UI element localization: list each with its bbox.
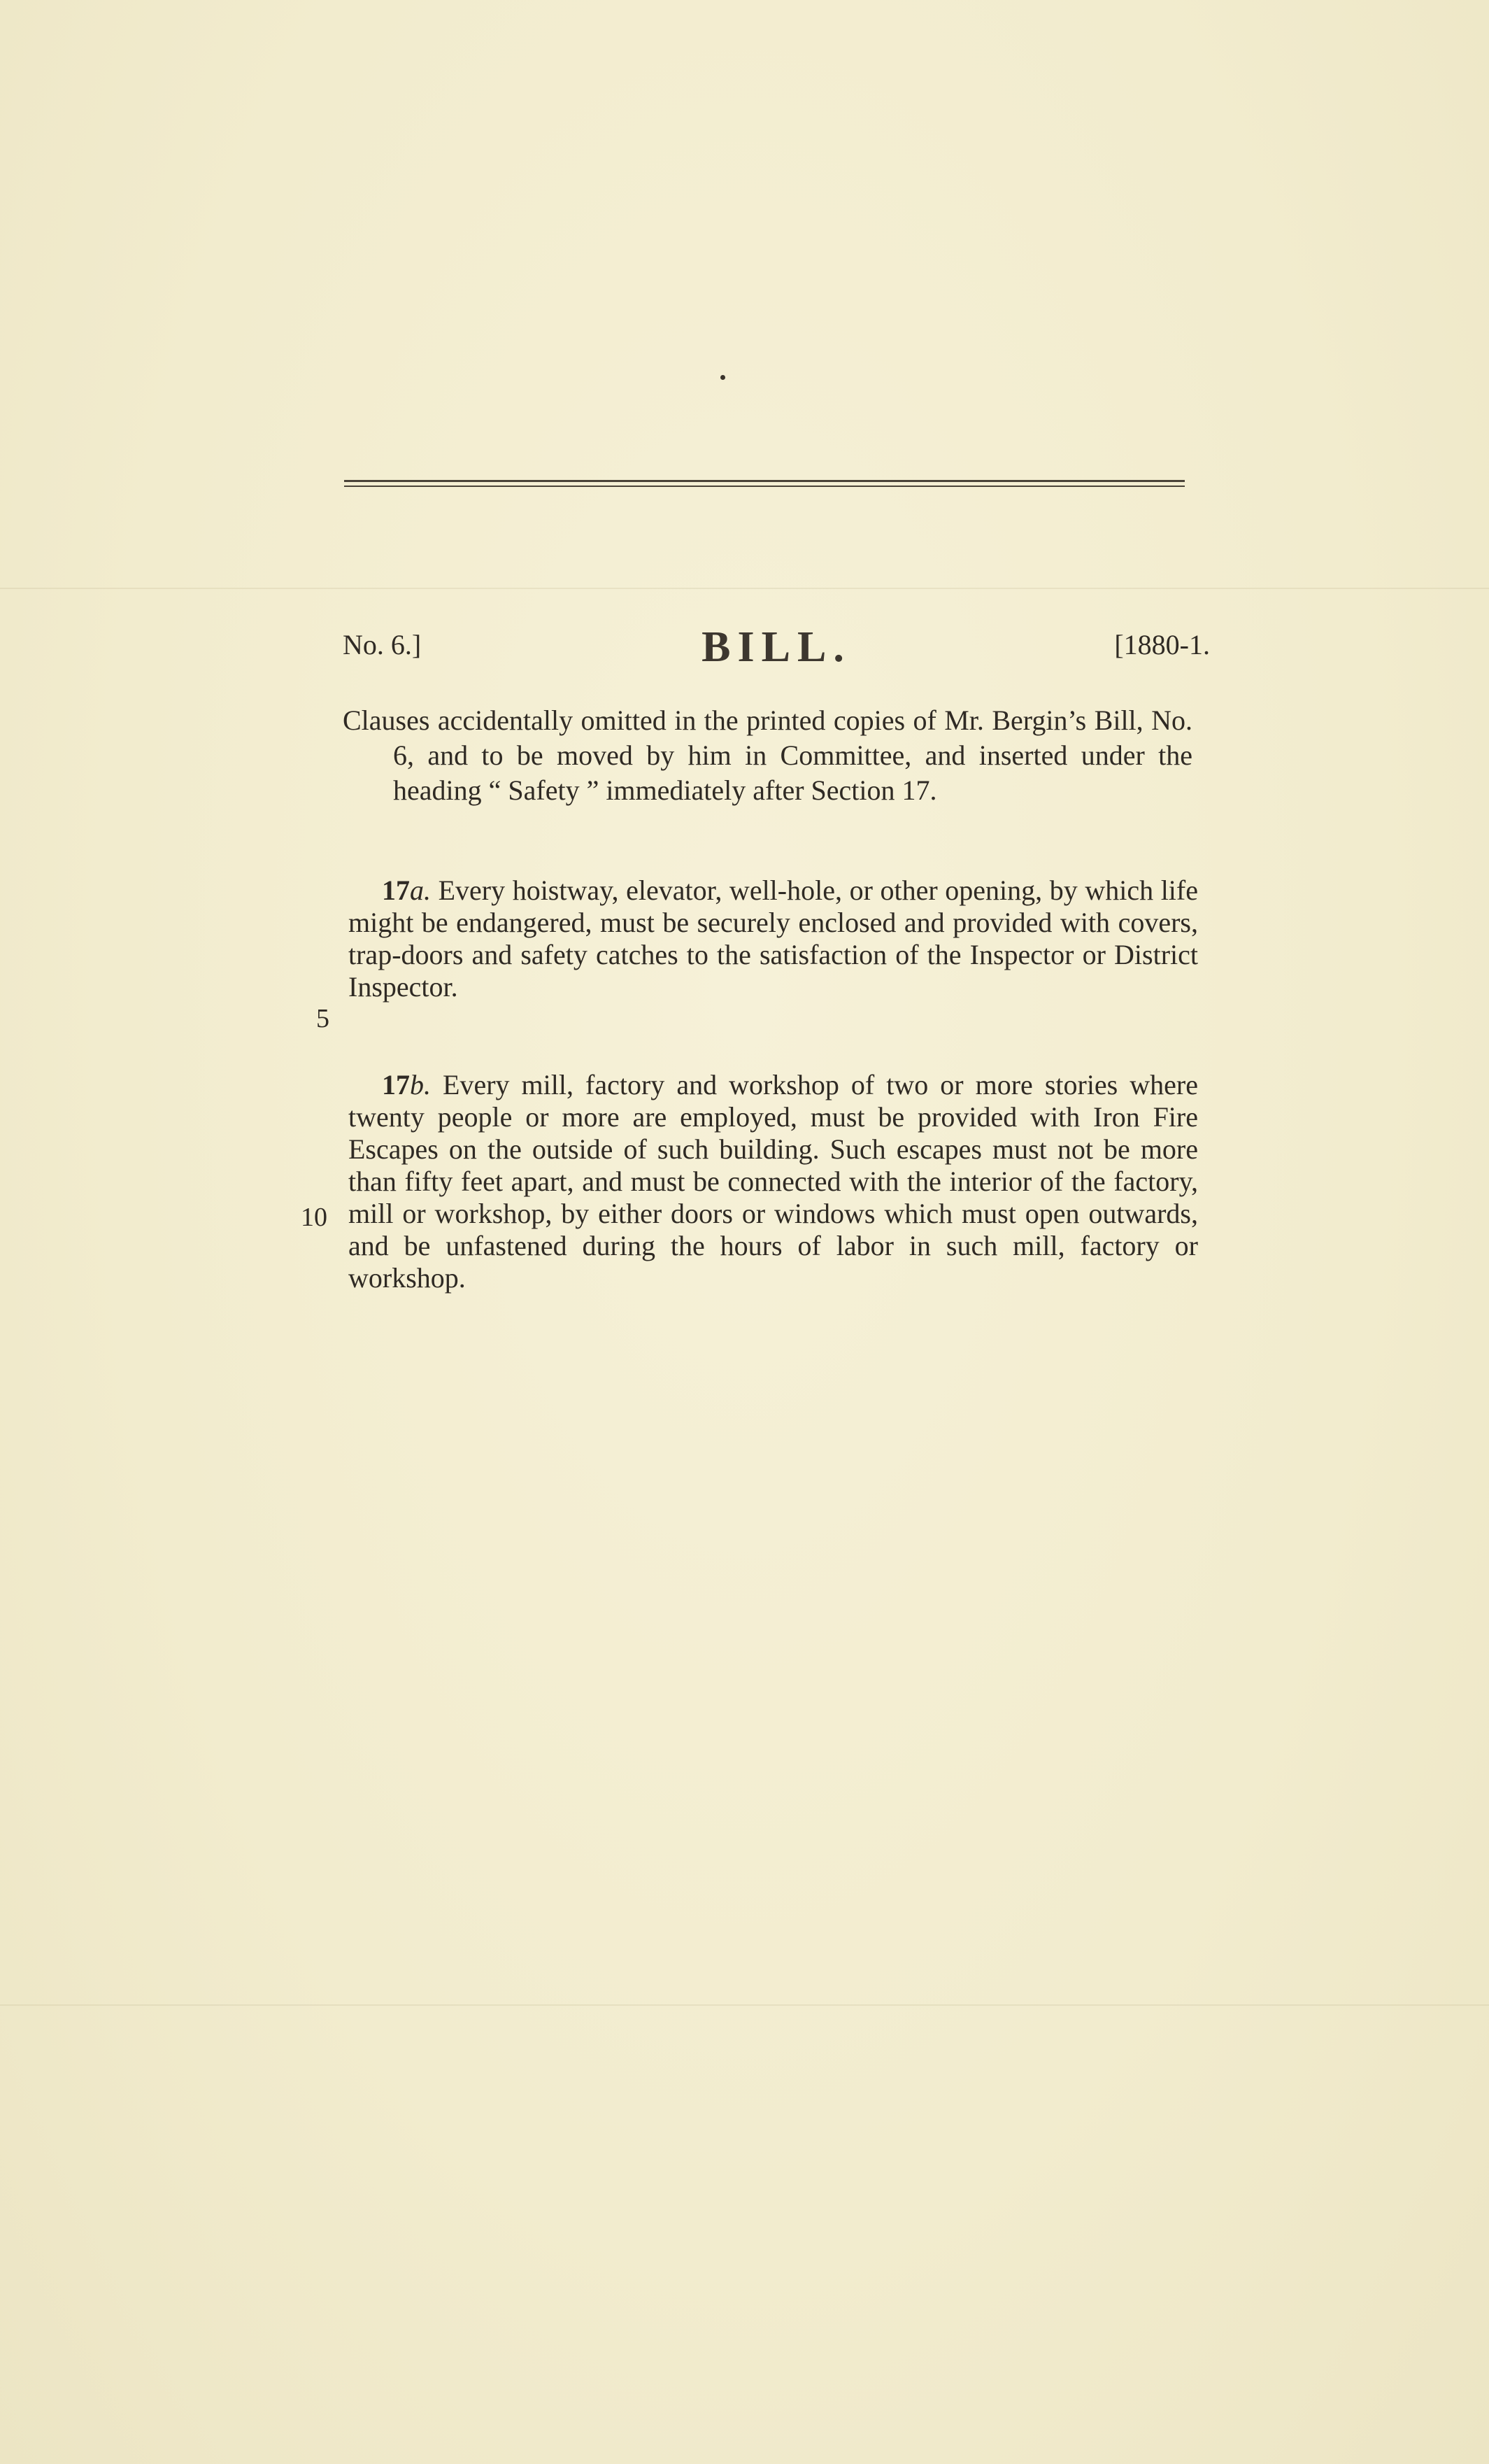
clause-number: 17 [382,1069,410,1100]
intro-paragraph: Clauses accidentally omitted in the printed copies of Mr. Bergin’s Bill, No. 6, and to be moved by him in Committee, and inserted under the heading “ Safety ” immediately after Section 17. [343,704,1192,806]
bill-year: [1880-1. [1114,629,1210,660]
bill-title: BILL. [701,623,851,671]
clause-text: Every hoistway, elevator, well-hole, or other opening, by which life might be endangered, must be securely enclosed and provided with covers, trap-doors and safety catches to the satisfaction of the Inspector or District Inspector. [348,875,1198,1003]
line-number: 10 [301,1203,327,1232]
clause-letter: b. [410,1069,431,1100]
bill-number: No. 6.] [343,629,422,660]
clause-number: 17 [382,875,410,906]
clause-17b [348,1069,1198,1294]
clause-17a [348,875,1198,1003]
fold-line [0,2004,1489,2006]
bill-header [343,623,1210,679]
fold-line [0,588,1489,589]
clause-letter: a. [410,875,431,906]
ink-speck [720,375,725,380]
double-rule [344,480,1185,487]
line-number: 5 [316,1004,329,1033]
clause-text: Every mill, factory and workshop of two or more stories where twenty people or more are employed, must be provided with Iron Fire Escapes on the outside of such building. Such escapes must not be more than fifty feet apart, and must be connected with the interior of the factory, mill or workshop, by either doors or windows which must open outwards, and be unfastened during the hours of labor in such mill, factory or workshop. [348,1069,1198,1294]
